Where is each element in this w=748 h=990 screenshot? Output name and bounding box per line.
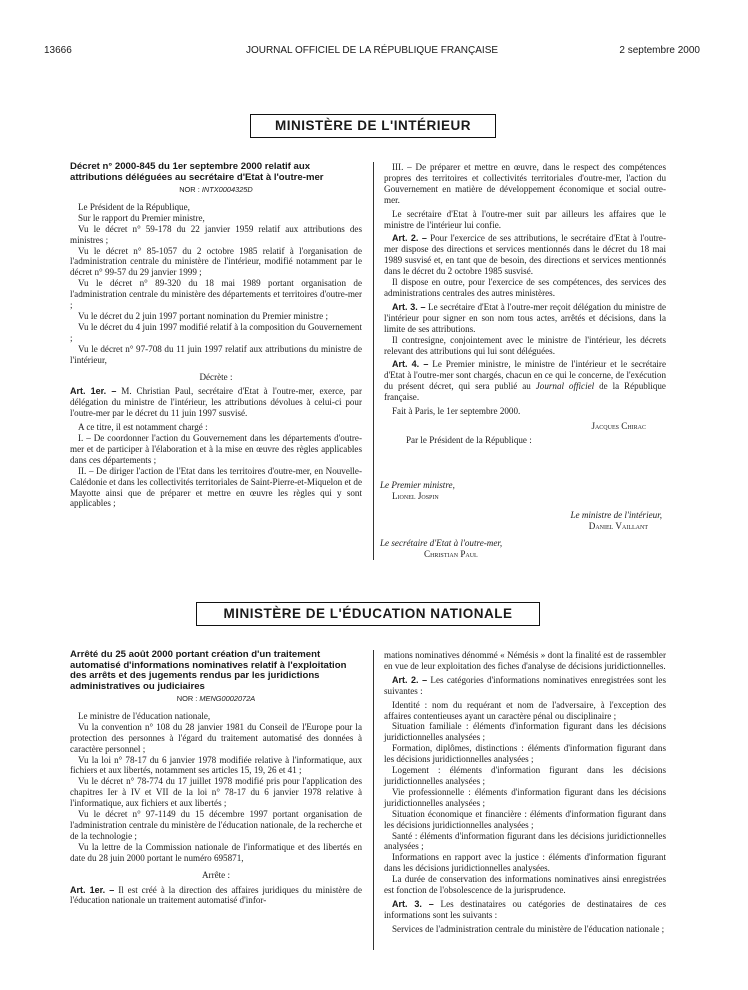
category-item: Vie professionnelle : éléments d'information figurant dans les décisions juridictionnelles analysées ; — [384, 786, 666, 808]
publication-date: 2 septembre 2000 — [619, 45, 700, 56]
visa-paragraph: Vu le décret n° 85-1057 du 2 octobre 1985 relatif à l'organisation de l'administration centrale du ministère de l'intérieur, modifié notamment par le décret n° 99-57 du 29 janvier 1999 ; — [70, 245, 362, 278]
retention-paragraph: La durée de conservation des informations nominatives ainsi enregistrées est fonction de l'obsolescence de la jurisprudence. — [384, 874, 666, 896]
category-item: Logement : éléments d'information figurant dans les décisions juridictionnelles analysées ; — [384, 765, 666, 786]
article-paragraph: II. – De diriger l'action de l'Etat dans les territoires d'outre-mer, en Nouvelle-Calédonie et dans les collectivités territoriales de Saint-Pierre-et-Miquelon et de Mayotte ainsi que de préparer et mettre en œuvre les règles qui y sont applicables ; — [70, 465, 362, 509]
nor-code: MENG0002072A — [199, 694, 256, 703]
mi-title: Le ministre de l'intérieur, — [570, 509, 662, 520]
article-2-label: Art. 2. – — [392, 233, 427, 244]
article-3 — [384, 302, 666, 335]
article-1-text: M. Christian Paul, secrétaire d'Etat à l'outre-mer, exerce, par délégation du ministre de l'intérieur, les attributions dévolues à celui-ci pour l'outre-mer par le décret du 11 juin 1997 susvisé. — [70, 386, 362, 419]
nor-label: NOR : — [179, 185, 200, 194]
category-item: Identité : nom du requérant et nom de l'adversaire, à l'exception des affaires contentieuses ayant un caractère pénal ou disciplinaire ; — [384, 699, 666, 721]
arrete-nor — [70, 694, 362, 705]
journal-title: JOURNAL OFFICIEL DE LA RÉPUBLIQUE FRANÇAISE — [245, 45, 499, 56]
visa-paragraph: Vu le décret n° 89-320 du 18 mai 1989 portant organisation de l'administration centrale du ministère des départements et territoires d'outre-mer ; — [70, 278, 362, 311]
article-4-label: Art. 4. – — [392, 359, 429, 370]
decree-left-column — [70, 162, 362, 509]
article-3-text: Les destinataires ou catégories de destinataires de ces informations sont les suivants : — [384, 898, 667, 920]
column-divider — [373, 650, 374, 950]
article-paragraph: Il contresigne, conjointement avec le ministre de l'intérieur, les décrets relevant des attributions qui lui sont déléguées. — [384, 334, 666, 356]
category-item: Situation économique et financière : éléments d'information figurant dans les décisions juridictionnelles analysées ; — [384, 808, 666, 830]
signature-president: Jacques Chirac — [591, 420, 646, 431]
arrete-right-column — [384, 650, 666, 935]
article-4-text: Le Premier ministre, le ministre de l'intérieur et le secrétaire d'Etat à l'outre-mer sont chargés, chacun en ce qui le concerne, de l'exécution du présent décret, qui sera publié au — [384, 359, 666, 392]
nor-label: NOR : — [176, 694, 198, 703]
pm-title: Le Premier ministre, — [380, 480, 455, 490]
article-2 — [384, 233, 666, 277]
article-3 — [384, 899, 666, 921]
decree-right-column — [384, 162, 666, 446]
visa-paragraph: Vu la convention n° 108 du 28 janvier 1981 du Conseil de l'Europe pour la protection des personnes à l'égard du traitement automatisé des données à caractère personnel ; — [70, 721, 362, 754]
article-paragraph: Le secrétaire d'Etat à l'outre-mer suit par ailleurs les affaires que le ministre de l'intérieur lui confie. — [384, 208, 666, 230]
ministry-heading-education — [196, 602, 540, 626]
arrete-left-column — [70, 650, 362, 906]
category-item: Formation, diplômes, distinctions : éléments d'information figurant dans les décisions juridictionnelles analysées ; — [384, 743, 666, 765]
article-paragraph: I. – De coordonner l'action du Gouvernement dans les départements d'outre-mer et de participer à l'élaboration et à la mise en œuvre des règles applicables dans ces départements ; — [70, 433, 362, 465]
article-1-continuation: mations nominatives dénommé « Némésis » dont la finalité est de rassembler en vue de leur exploitation des fiches d'analyse de décisions juridictionnelles. — [384, 650, 666, 671]
article-3-text: Le secrétaire d'Etat à l'outre-mer reçoit délégation du ministre de l'intérieur pour signer en son nom tous actes, arrêtés et décisions, dans la limite de ses attributions. — [384, 301, 666, 334]
signature-date: Fait à Paris, le 1er septembre 2000. — [392, 406, 521, 417]
arrete-heading: Arrête : — [201, 869, 231, 880]
pm-name: Lionel Jospin — [392, 490, 439, 501]
article-1 — [70, 386, 362, 419]
ministry-name: MINISTÈRE DE L'ÉDUCATION NATIONALE — [223, 606, 513, 621]
visa-paragraph: Le ministre de l'éducation nationale, — [78, 710, 211, 721]
par-le-president: Par le Président de la République : — [406, 434, 532, 445]
ministry-name: MINISTÈRE DE L'INTÉRIEUR — [275, 118, 471, 133]
article-1 — [70, 885, 362, 907]
visa-paragraph: Vu la loi n° 78-17 du 6 janvier 1978 modifiée relative à l'informatique, aux fichiers et aux libertés, notamment ses articles 15, 19, 26 et 41 ; — [70, 754, 362, 776]
article-3-label: Art. 3. – — [392, 301, 426, 312]
visa-paragraph: Vu le décret n° 97-1149 du 15 décembre 1997 portant organisation de l'administration centrale du ministère de l'éducation nationale, de la recherche et de la technologie ; — [70, 809, 362, 841]
article-2-text: Les catégories d'informations nominatives enregistrées sont les suivantes : — [384, 674, 666, 696]
category-item: Informations en rapport avec la justice : éléments d'information figurant dans les décisions juridictionnelles analysées. — [384, 852, 666, 874]
visa-paragraph: Vu le décret n° 97-708 du 11 juin 1997 relatif aux attributions du ministre de l'intérieur, — [70, 343, 362, 365]
decree-nor — [70, 185, 362, 196]
article-1-text: Il est créé à la direction des affaires juridiques du ministère de l'éducation nationale un traitement automatisé d'infor- — [70, 884, 362, 906]
arrete-title: Arrêté du 25 août 2000 portant création d'un traitement automatisé d'informations nominatives relatif à l'exploitation des arrêts et des jugements rendus par les juridictions administratives ou judiciaires — [70, 649, 347, 692]
journal-officiel-mention: Journal officiel — [535, 381, 595, 392]
se-name: Christian Paul — [424, 548, 478, 559]
article-4 — [384, 359, 666, 403]
decrete-heading: Décrète : — [199, 371, 233, 382]
visa-paragraph: Vu le décret n° 78-774 du 17 juillet 1978 modifié pris pour l'application des chapitres Ier à IV et VII de la loi n° 78-17 du 6 janvier 1978 relative à l'informatique, aux fichiers et aux libertés ; — [70, 776, 362, 809]
category-item: Santé : éléments d'information figurant dans les décisions juridictionnelles analysées ; — [384, 830, 666, 852]
se-title: Le secrétaire d'Etat à l'outre-mer, — [380, 537, 503, 548]
article-paragraph: A ce titre, il est notamment chargé : — [78, 422, 208, 433]
article-2 — [384, 675, 666, 697]
decree-title: Décret n° 2000-845 du 1er septembre 2000 relatif aux attributions déléguées au secrétaire d'Etat à l'outre-mer — [70, 161, 324, 183]
visa-paragraph: Vu le décret du 4 juin 1997 modifié relatif à la composition du Gouvernement ; — [70, 321, 362, 343]
visa-paragraph: Vu le décret n° 59-178 du 22 janvier 1959 relatif aux attributions des ministres ; — [70, 223, 362, 245]
signatures-block — [380, 480, 670, 559]
recipient-item: Services de l'administration centrale du ministère de l'éducation nationale ; — [392, 923, 665, 934]
article-4-text-end: de la République française. — [384, 381, 666, 403]
visa-paragraph: Le Président de la République, — [78, 201, 190, 212]
running-header — [44, 44, 700, 58]
category-item: Situation familiale : éléments d'information figurant dans les décisions juridictionnelles analysées ; — [384, 721, 666, 743]
mi-name: Daniel Vaillant — [588, 520, 648, 531]
ministry-heading-interieur — [250, 114, 496, 138]
article-2-text: Pour l'exercice de ses attributions, le secrétaire d'Etat à l'outre-mer dispose des directions et services mentionnés dans le décret du 18 mai 1989 susvisé et, en tant que de besoin, des directions et services mentionnés dans le décret du 2 octobre 1985 susvisé. — [384, 233, 666, 277]
article-3-label: Art. 3. – — [392, 898, 434, 909]
article-1-label: Art. 1er. – — [70, 884, 115, 895]
visa-paragraph: Vu le décret du 2 juin 1997 portant nomination du Premier ministre ; — [78, 310, 328, 321]
article-1-label: Art. 1er. – — [70, 386, 117, 397]
visa-paragraph: Vu la lettre de la Commission nationale de l'informatique et des libertés en date du 28 juin 2000 portant le numéro 695871, — [70, 841, 362, 863]
article-paragraph: III. – De préparer et mettre en œuvre, dans le respect des compétences propres des territoires et collectivités territoriales d'outre-mer, l'action du Gouvernement en matière de développement économique et social outre-mer. — [384, 162, 666, 205]
visa-paragraph: Sur le rapport du Premier ministre, — [78, 212, 205, 223]
article-2-label: Art. 2. – — [392, 674, 428, 685]
nor-code: INTX0004325D — [201, 185, 253, 194]
page-number: 13666 — [44, 45, 72, 56]
article-paragraph: Il dispose en outre, pour l'exercice de ses compétences, des services des administrations centrales des autres ministères. — [384, 277, 666, 298]
column-divider — [373, 162, 374, 560]
